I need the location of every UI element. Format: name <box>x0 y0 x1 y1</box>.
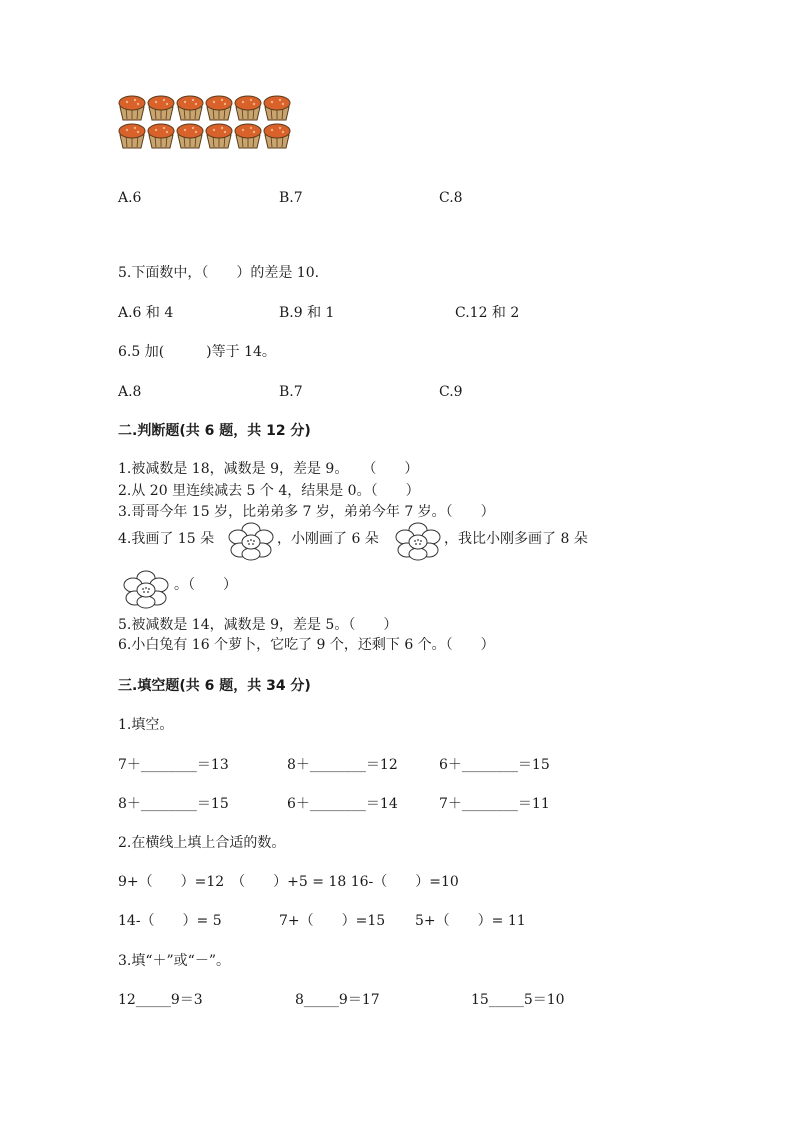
q4-option-c[interactable]: C.8 <box>439 190 463 206</box>
q5-option-c[interactable]: C.12 和 2 <box>455 305 520 321</box>
section2-title: 二.判断题(共 6 题，共 12 分) <box>118 423 311 439</box>
cupcake-icon <box>206 96 232 120</box>
judge-item-2: 2.从 20 里连续减去 5 个 4，结果是 0。（ ） <box>118 483 420 499</box>
cupcake-icon <box>119 124 145 148</box>
fill-q3-title: 3.填“＋”或“－”。 <box>118 953 230 969</box>
q6-option-b[interactable]: B.7 <box>279 384 303 400</box>
fill-q2-title: 2.在横线上填上合适的数。 <box>118 835 286 851</box>
q6-option-c[interactable]: C.9 <box>439 384 463 400</box>
judge-item-5: 5.被减数是 14，减数是 9，差是 5。（ ） <box>118 617 398 633</box>
flower-icon <box>122 570 170 610</box>
fill-q2-row1[interactable]: 9+（ ）=12 （ ）+5 = 18 16-（ ）=10 <box>118 874 459 890</box>
judge-item-6: 6.小白兔有 16 个萝卜，它吃了 9 个，还剩下 6 个。（ ） <box>118 637 495 653</box>
cupcake-picture <box>118 92 294 152</box>
cupcake-icon <box>148 96 174 120</box>
judge-item-4-part3: ，我比小刚多画了 8 朵 <box>444 531 588 547</box>
fill-q1-row2-col1[interactable]: 8＋________＝15 <box>118 796 229 812</box>
judge-item-4-part4: 。（ ） <box>174 577 237 593</box>
fill-q1-row2-col3[interactable]: 7＋________＝11 <box>439 796 550 812</box>
fill-q1-row2-col2[interactable]: 6＋________＝14 <box>287 796 398 812</box>
cupcake-icon <box>264 124 290 148</box>
q5-option-b[interactable]: B.9 和 1 <box>279 305 335 321</box>
fill-q3-col1[interactable]: 12_____9＝3 <box>118 992 203 1008</box>
q6-question: 6.5 加( )等于 14。 <box>118 344 276 360</box>
judge-item-1: 1.被减数是 18，减数是 9，差是 9。 （ ） <box>118 461 419 477</box>
cupcake-icon <box>206 124 232 148</box>
fill-q1-row1-col3[interactable]: 6＋________＝15 <box>439 757 550 773</box>
flower-icon <box>395 522 441 562</box>
fill-q1-row1-col2[interactable]: 8＋________＝12 <box>287 757 398 773</box>
flower-icon <box>228 522 274 562</box>
cupcake-icon <box>235 124 261 148</box>
cupcake-icon <box>177 96 203 120</box>
fill-q3-col3[interactable]: 15_____5＝10 <box>471 992 565 1008</box>
q4-option-b[interactable]: B.7 <box>279 190 303 206</box>
cupcake-icon <box>235 96 261 120</box>
judge-item-4-part1: 4.我画了 15 朵 <box>118 531 215 547</box>
section3-title: 三.填空题(共 6 题，共 34 分) <box>118 678 311 694</box>
judge-item-4-part2: ，小刚画了 6 朵 <box>277 531 379 547</box>
fill-q2-row2-col3[interactable]: 5+（ ）= 11 <box>415 913 526 929</box>
cupcake-icon <box>119 96 145 120</box>
fill-q1-title: 1.填空。 <box>118 717 174 733</box>
q5-question: 5.下面数中，（ ）的差是 10. <box>118 265 320 281</box>
cupcake-icon <box>177 124 203 148</box>
fill-q1-row1-col1[interactable]: 7＋________＝13 <box>118 757 229 773</box>
q5-option-a[interactable]: A.6 和 4 <box>118 305 174 321</box>
fill-q2-row2-col2[interactable]: 7+（ ）=15 <box>279 913 386 929</box>
fill-q2-row2-col1[interactable]: 14-（ ）= 5 <box>118 913 222 929</box>
q6-option-a[interactable]: A.8 <box>118 384 142 400</box>
cupcake-icon <box>148 124 174 148</box>
q4-option-a[interactable]: A.6 <box>118 190 142 206</box>
cupcake-icon <box>264 96 290 120</box>
judge-item-3: 3.哥哥今年 15 岁，比弟弟多 7 岁，弟弟今年 7 岁。（ ） <box>118 504 495 520</box>
fill-q3-col2[interactable]: 8_____9＝17 <box>295 992 380 1008</box>
